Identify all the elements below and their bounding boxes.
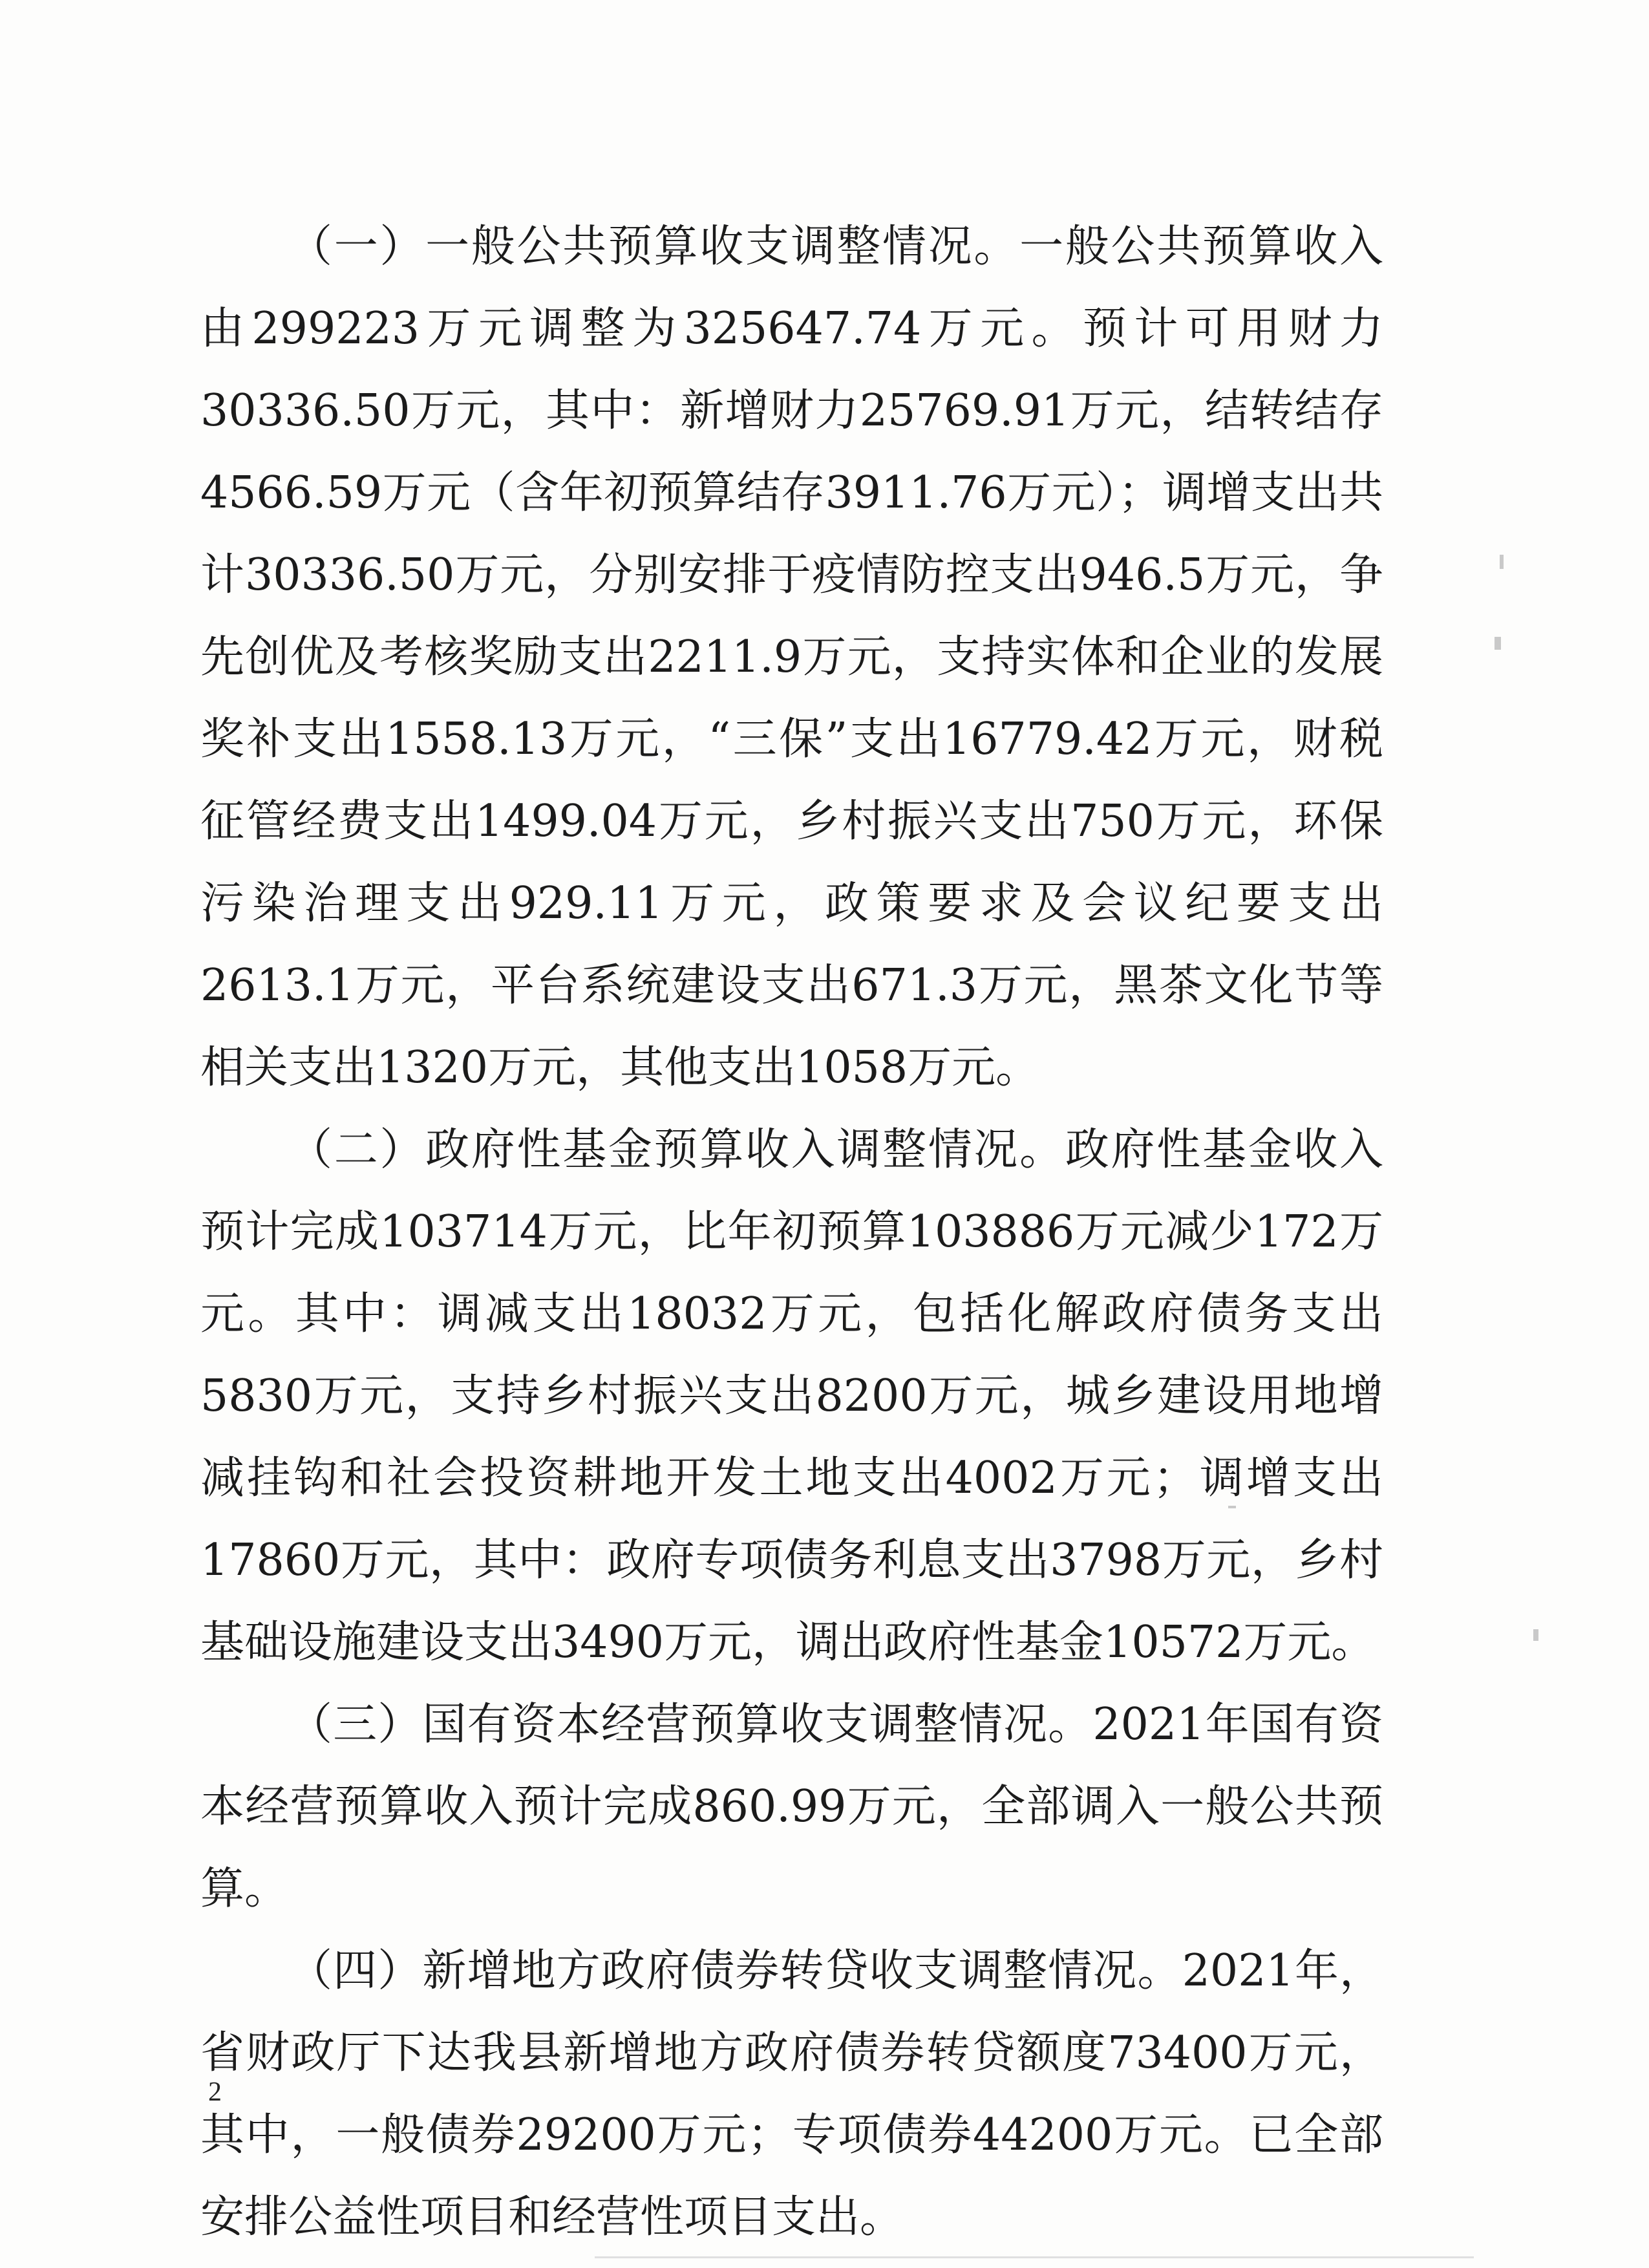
- scan-edge-line: [595, 2256, 1474, 2258]
- scan-speck: [1533, 1629, 1538, 1641]
- body-text: [200, 206, 1383, 2258]
- paragraph-local-bonds: （四）新增地方政府债券转贷收支调整情况。2021年，省财政厅下达我县新增地方政府债券转贷额度73400万元，其中，一般债券29200万元；专项债券44200万元。已全部安排公益性项目和经营性项目支出。: [200, 1945, 1383, 2243]
- scan-speck: [1495, 637, 1501, 650]
- paragraph-state-capital: （三）国有资本经营预算收支调整情况。2021年国有资本经营预算收入预计完成860.99万元，全部调入一般公共预算。: [200, 1699, 1383, 1914]
- paragraph-government-fund: （二）政府性基金预算收入调整情况。政府性基金收入预计完成103714万元，比年初预算103886万元减少172万元。其中：调减支出18032万元，包括化解政府债务支出5830万元，支持乡村振兴支出8200万元，城乡建设用地增减挂钩和社会投资耕地开发土地支出4002万元；调增支出17860万元，其中：政府专项债务利息支出3798万元，乡村基础设施建设支出3490万元，调出政府性基金10572万元。: [200, 1124, 1383, 1668]
- page-number: 2: [208, 2077, 222, 2107]
- scan-speck: [1500, 555, 1504, 569]
- scan-speck: [1228, 1506, 1236, 1508]
- paragraph-general-budget: （一）一般公共预算收支调整情况。一般公共预算收入由299223万元调整为325647.74万元。预计可用财力30336.50万元，其中：新增财力25769.91万元，结转结存4566.59万元（含年初预算结存3911.76万元）；调增支出共计30336.50万元，分别安排于疫情防控支出946.5万元，争先创优及考核奖励支出2211.9万元，支持实体和企业的发展奖补支出1558.13万元，“三保”支出16779.42万元，财税征管经费支出1499.04万元，乡村振兴支出750万元，环保污染治理支出929.11万元，政策要求及会议纪要支出2613.1万元，平台系统建设支出671.3万元，黑茶文化节等相关支出1320万元，其他支出1058万元。: [200, 221, 1383, 1093]
